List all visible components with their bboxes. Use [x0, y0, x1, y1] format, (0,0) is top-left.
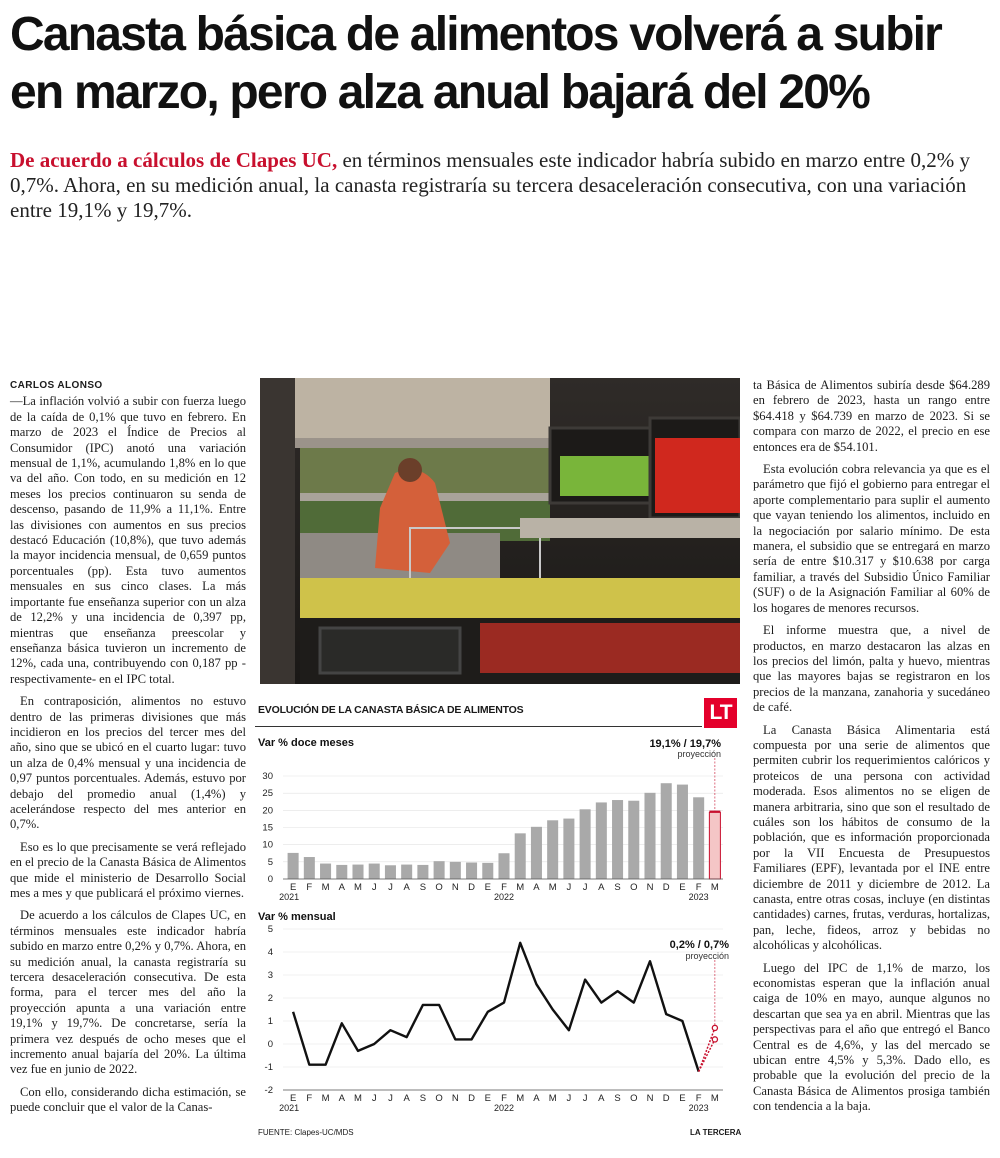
- projection-high-point: [712, 1025, 717, 1030]
- x-tick-label: D: [662, 882, 670, 893]
- x-tick-label: M: [516, 882, 525, 893]
- paragraph: Luego del IPC de 1,1% de marzo, los economistas esperan que la inflación anual caiga de 10% en mayo, aunque algunos no descartan que sea ya en abril. Mientras que las perspectivas para el año que entregó el Banco Central es de 4,6%, y las del mercado se ubican entre 4,5% y 5,3%. Dado ello, es probable que la evolución del precio de la Canasta Básica de Alimentos prosiga también con tendencia a la baja.: [753, 960, 990, 1114]
- paragraph: La Canasta Básica Alimentaria está compuesta por una serie de alimentos que permiten cubrir los requerimientos calóricos y proteicos de una persona con actividad moderada. Esos alimentos no se eligen de manera arbitraria, sino que son el resultado de cuáles son los hábitos de consumo de la población, que es información proporcionada por la VII Encuesta de Presupuestos Familiares (EPF), levantada por el INE entre diciembre de 2011 y diciembre de 2012. La canasta, entre otras cosas, incluye (en distintas cantidades) carnes, frutas, verduras, hortalizas, pan, leche, fideos, arroz y bebidas no alcohólicas y alcohólicas.: [753, 722, 990, 953]
- bar: [547, 820, 558, 879]
- x-tick-label: N: [451, 882, 459, 893]
- x-tick-label: A: [533, 882, 540, 893]
- y-tick-label: 30: [262, 771, 273, 782]
- x-tick-label: E: [679, 882, 686, 893]
- y-tick-label: 20: [262, 805, 273, 817]
- y-tick-label: 3: [267, 970, 273, 981]
- x-tick-label: F: [501, 1093, 507, 1104]
- y-tick-label: -2: [264, 1085, 273, 1096]
- line-projection-label: 0,2% / 0,7%: [669, 939, 729, 951]
- x-tick-label: J: [388, 1093, 393, 1104]
- headline: [10, 6, 995, 122]
- paragraph: Con ello, considerando dicha estimación, se puede concluir que el valor de la Canas-: [10, 1084, 246, 1115]
- x-tick-label: E: [484, 1093, 491, 1104]
- bar-projection-note: proyección: [677, 749, 721, 759]
- projection-segment: [699, 1028, 715, 1072]
- bar: [580, 809, 591, 879]
- x-tick-label: N: [646, 1093, 654, 1104]
- x-tick-label: F: [501, 882, 507, 893]
- bar: [612, 800, 623, 879]
- paragraph: De acuerdo a los cálculos de Clapes UC, en términos mensuales este indicador habría subido en marzo entre 0,2% y 0,7%. Ahora, en su medición anual, la canasta registraría su tercera desaceleración consecutiva. De esta forma, para el tercer mes del año la proyección apunta a una variación entre 19,1% y 19,7%. De concretarse, sería la primera vez después de ocho meses que el incremento anual bajaría del 20%. La última vez fue en junio de 2022.: [10, 908, 246, 1077]
- year-label: 2023: [688, 892, 709, 902]
- graphic-source: FUENTE: Clapes-UC/MDS: [258, 1128, 354, 1137]
- year-label: 2021: [279, 1103, 300, 1113]
- x-tick-label: M: [354, 882, 362, 893]
- lead-highlight: De acuerdo a cálculos de Clapes UC,: [10, 148, 338, 172]
- x-tick-label: A: [403, 882, 410, 893]
- x-tick-label: J: [582, 1093, 588, 1104]
- bar: [385, 865, 396, 879]
- y-tick-label: 0: [267, 874, 273, 885]
- x-tick-label: A: [338, 882, 345, 893]
- x-tick-label: M: [710, 1093, 719, 1104]
- bar: [531, 827, 542, 879]
- bar-chart-title: Var % doce meses: [258, 737, 355, 749]
- bar: [482, 863, 493, 879]
- x-tick-label: S: [419, 1093, 427, 1104]
- paragraph: ta Básica de Alimentos subiría desde $64.289 en febrero de 2023, hasta un rango entre $64.418 y $64.739 en marzo de 2023. Si se compara con marzo de 2022, el precio en ese entonces era de $54.101.: [753, 378, 990, 454]
- paragraph: —La inflación volvió a subir con fuerza luego de la caída de 0,1% que tuvo en febrero. En marzo de 2023 el Índice de Precios al Consumidor (IPC) anotó una variación mensual de 1,1%, acumulando 1,8% en lo que va del año. Con todo, en su medición en 12 meses los precios continuaron su senda de descenso, pasando de 11,9% a 11,1%. Entre las divisiones con aumentos en sus precios destacó Educación (10,8%), que tuvo además la mayor incidencia mensual, de 0,659 puntos porcentuales (pp). Esta tuvo aumentos mensuales en sus cinco clases. La más importante fue enseñanza superior con un alza de 12,2% y una incidencia de 0,397 pp, mientras que enseñanza preescolar y enseñanza básica tuvieron un incremento de 12%, cada una, contribuyendo con 0,187 pp -respectivamente- en el IPC total.: [10, 394, 246, 686]
- bar: [466, 863, 477, 879]
- monthly-series-line: [293, 943, 699, 1072]
- x-tick-label: O: [630, 1093, 638, 1104]
- x-tick-label: S: [614, 1093, 621, 1104]
- bar: [677, 785, 688, 879]
- x-tick-label: E: [289, 1093, 297, 1104]
- year-label: 2021: [279, 892, 300, 902]
- projection-bar: [709, 812, 720, 879]
- x-tick-label: E: [289, 882, 297, 893]
- bar: [661, 783, 672, 879]
- bar: [628, 801, 639, 879]
- bar: [352, 865, 363, 879]
- bar: [369, 864, 380, 879]
- x-tick-label: A: [338, 1093, 345, 1104]
- line-projection-note: proyección: [685, 951, 729, 961]
- bar: [434, 861, 445, 879]
- y-tick-label: 0: [267, 1039, 273, 1050]
- y-tick-label: 15: [262, 822, 273, 834]
- x-tick-label: M: [516, 1093, 525, 1104]
- infographic: [255, 698, 745, 1143]
- lead-text: en términos mensuales este indicador habría subido en marzo entre 0,2% y 0,7%. Ahora, en su medición anual, la canasta registraría su tercera desaceleración consecutiva, con una variación entre 19,1% y 19,7%.: [10, 148, 970, 222]
- y-tick-label: 4: [267, 947, 273, 958]
- lead-paragraph: [10, 148, 990, 223]
- x-tick-label: J: [566, 882, 572, 893]
- x-tick-label: S: [419, 882, 427, 893]
- year-label: 2023: [688, 1103, 709, 1113]
- bar: [288, 853, 299, 879]
- headline-line-2: en marzo, pero alza anual bajará del 20%: [10, 66, 870, 119]
- x-tick-label: O: [435, 1093, 443, 1104]
- x-tick-label: M: [321, 1093, 330, 1104]
- paragraph: Esta evolución cobra relevancia ya que es el parámetro que fijó el gobierno para entregar el aporte complementario para suplir el aumento que vayan teniendo los alimentos, incluido en la negociación por salario mínimo. De esta manera, el subsidio que se entregará en marzo sería de entre $10.317 y $10.638 por carga familiar, a través del Subsidio Único Familiar (SUF) o de la Asignación Familiar al 60% de los hogares de menores recursos.: [753, 462, 990, 615]
- graphic-rule: [255, 726, 702, 727]
- x-tick-label: A: [598, 882, 605, 893]
- headline-line-1: Canasta básica de alimentos volverá a subir: [10, 8, 942, 61]
- bar: [450, 862, 461, 879]
- x-tick-label: O: [630, 882, 638, 893]
- article-column-3: [753, 378, 990, 1122]
- x-tick-label: M: [548, 882, 557, 893]
- paragraph: En contraposición, alimentos no estuvo dentro de las primeras divisiones que más incidieron en los precios del tercer mes del año, sino que se ubicó en el cuarto lugar: tuvo un alza de 0,4% mensual y una incidencia de 0,97 puntos porcentuales. Además, estuvo por debajo del promedio anual (1,4%) y acelerándose respecto del mes anterior en 0,7%.: [10, 694, 246, 832]
- x-tick-label: M: [548, 1093, 557, 1104]
- year-label: 2022: [493, 1103, 515, 1113]
- x-tick-label: A: [533, 1093, 540, 1104]
- bar-projection-label: 19,1% / 19,7%: [649, 738, 721, 750]
- paragraph: Eso es lo que precisamente se verá reflejado en el precio de la Canasta Básica de Alimentos que mide el ministerio de Desarrollo Social mes a mes y que publicará el próximo viernes.: [10, 839, 246, 900]
- line-chart-title: Var % mensual: [258, 911, 336, 923]
- x-tick-label: D: [468, 882, 475, 893]
- x-tick-label: F: [695, 1093, 702, 1104]
- bar: [498, 853, 509, 879]
- x-tick-label: D: [468, 1093, 475, 1104]
- x-tick-label: J: [566, 1093, 572, 1104]
- bar: [401, 865, 412, 879]
- y-tick-label: 10: [262, 839, 273, 851]
- bar: [304, 857, 315, 879]
- bar: [693, 797, 704, 879]
- x-tick-label: F: [306, 882, 313, 893]
- x-tick-label: M: [321, 882, 330, 893]
- article-column-1: [10, 378, 246, 1123]
- y-tick-label: -1: [264, 1062, 273, 1073]
- x-tick-label: O: [435, 882, 443, 893]
- charts-svg: [255, 728, 745, 1153]
- y-tick-label: 5: [267, 856, 273, 868]
- y-tick-label: 1: [267, 1016, 273, 1027]
- y-tick-label: 5: [267, 924, 273, 935]
- x-tick-label: E: [679, 1093, 686, 1104]
- bar: [515, 833, 526, 879]
- x-tick-label: E: [484, 882, 491, 893]
- year-label: 2022: [493, 892, 515, 902]
- x-tick-label: S: [614, 882, 621, 893]
- x-tick-label: M: [710, 882, 719, 893]
- x-tick-label: F: [306, 1093, 313, 1104]
- graphic-credit: LA TERCERA: [690, 1128, 742, 1137]
- x-tick-label: J: [371, 1093, 377, 1104]
- bar: [320, 864, 331, 879]
- x-tick-label: N: [646, 882, 654, 893]
- x-tick-label: J: [371, 882, 377, 893]
- graphic-title: EVOLUCIÓN DE LA CANASTA BÁSICA DE ALIMENTOS: [258, 704, 524, 716]
- projection-low-point: [712, 1037, 717, 1042]
- la-tercera-logo: LT: [704, 698, 737, 728]
- x-tick-label: F: [695, 882, 702, 893]
- x-tick-label: J: [388, 882, 393, 893]
- x-tick-label: N: [451, 1093, 459, 1104]
- paragraph: El informe muestra que, a nivel de productos, en marzo destacaron las alzas en los precios del limón, palta y huevo, mientras que las mayores bajas se registraron en los precios de la manzana, zanahoria y sucedáneo de café.: [753, 623, 990, 715]
- x-tick-label: D: [662, 1093, 670, 1104]
- bar: [644, 793, 655, 879]
- x-tick-label: M: [354, 1093, 362, 1104]
- bar: [336, 865, 347, 879]
- y-tick-label: 25: [262, 788, 273, 800]
- y-tick-label: 2: [267, 993, 273, 1004]
- byline: CARLOS ALONSO: [10, 380, 103, 391]
- bar: [596, 802, 607, 879]
- bar: [563, 819, 574, 879]
- x-tick-label: A: [598, 1093, 605, 1104]
- supermarket-photo: [260, 378, 740, 684]
- bar: [417, 865, 428, 879]
- x-tick-label: J: [582, 882, 588, 893]
- x-tick-label: A: [403, 1093, 410, 1104]
